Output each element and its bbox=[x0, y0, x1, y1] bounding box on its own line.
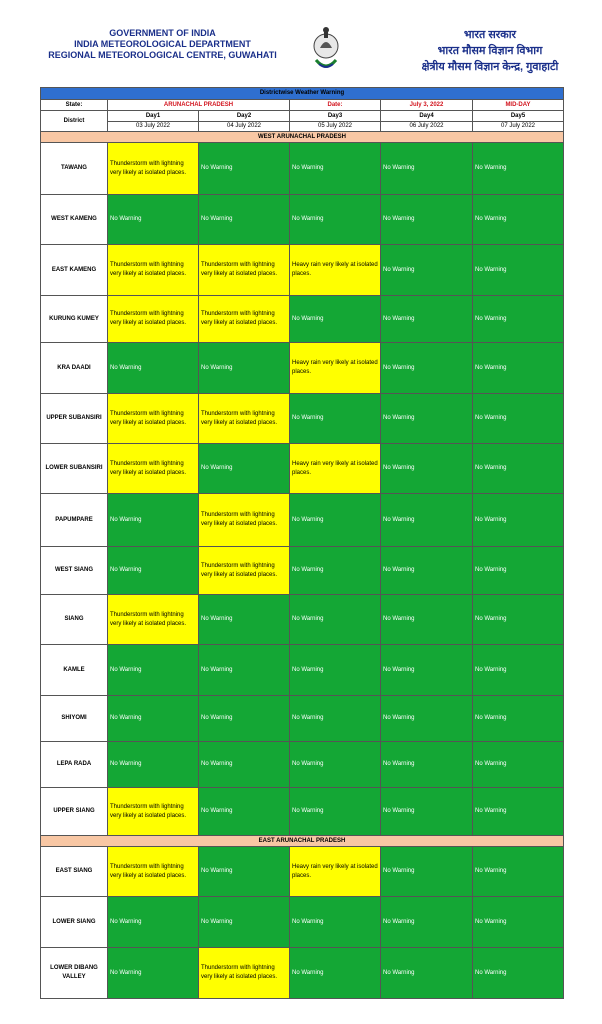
district-row bbox=[41, 897, 564, 948]
district-row bbox=[41, 343, 564, 394]
no-warning-cell: No Warning bbox=[199, 195, 290, 245]
warning-cell: Thunderstorm with lightning very likely at isolated places. bbox=[108, 394, 199, 444]
no-warning-cell: No Warning bbox=[381, 444, 473, 494]
date-value: July 3, 2022 bbox=[381, 100, 473, 111]
no-warning-cell: No Warning bbox=[381, 343, 473, 394]
district-row bbox=[41, 143, 564, 195]
no-warning-cell: No Warning bbox=[290, 394, 381, 444]
district-header: District bbox=[41, 111, 108, 132]
warning-table bbox=[40, 87, 564, 999]
no-warning-cell: No Warning bbox=[290, 547, 381, 595]
no-warning-cell: No Warning bbox=[108, 696, 199, 742]
no-warning-cell: No Warning bbox=[290, 296, 381, 343]
header-govt-line: GOVERNMENT OF INDIA bbox=[109, 28, 216, 38]
no-warning-cell: No Warning bbox=[473, 245, 564, 296]
no-warning-cell: No Warning bbox=[199, 444, 290, 494]
no-warning-cell: No Warning bbox=[108, 897, 199, 948]
no-warning-cell: No Warning bbox=[473, 394, 564, 444]
day-date: 04 July 2022 bbox=[199, 122, 290, 132]
date-row bbox=[41, 122, 564, 132]
district-row bbox=[41, 547, 564, 595]
no-warning-cell: No Warning bbox=[290, 595, 381, 645]
no-warning-cell: No Warning bbox=[473, 645, 564, 696]
no-warning-cell: No Warning bbox=[381, 143, 473, 195]
state-value: ARUNACHAL PRADESH bbox=[108, 100, 290, 111]
no-warning-cell: No Warning bbox=[381, 742, 473, 788]
day-date: 07 July 2022 bbox=[473, 122, 564, 132]
header-hindi bbox=[395, 27, 585, 75]
no-warning-cell: No Warning bbox=[108, 343, 199, 394]
warning-cell: Thunderstorm with lightning very likely at isolated places. bbox=[108, 143, 199, 195]
warning-cell: Thunderstorm with lightning very likely at isolated places. bbox=[199, 547, 290, 595]
no-warning-cell: No Warning bbox=[473, 296, 564, 343]
district-name: SIANG bbox=[41, 595, 108, 645]
warning-cell: Thunderstorm with lightning very likely at isolated places. bbox=[199, 494, 290, 547]
district-row bbox=[41, 444, 564, 494]
region-row bbox=[41, 132, 564, 143]
district-row bbox=[41, 696, 564, 742]
district-row bbox=[41, 645, 564, 696]
district-name: WEST KAMENG bbox=[41, 195, 108, 245]
no-warning-cell: No Warning bbox=[290, 195, 381, 245]
district-name: UPPER SUBANSIRI bbox=[41, 394, 108, 444]
no-warning-cell: No Warning bbox=[381, 788, 473, 836]
no-warning-cell: No Warning bbox=[290, 494, 381, 547]
district-name: PAPUMPARE bbox=[41, 494, 108, 547]
no-warning-cell: No Warning bbox=[199, 343, 290, 394]
header-imd-line: INDIA METEOROLOGICAL DEPARTMENT bbox=[74, 39, 251, 49]
no-warning-cell: No Warning bbox=[381, 195, 473, 245]
district-row bbox=[41, 394, 564, 444]
no-warning-cell: No Warning bbox=[290, 897, 381, 948]
table-title: Districtwise Weather Warning bbox=[41, 88, 564, 100]
no-warning-cell: No Warning bbox=[108, 547, 199, 595]
region-name: EAST ARUNACHAL PRADESH bbox=[41, 836, 564, 847]
no-warning-cell: No Warning bbox=[473, 948, 564, 999]
no-warning-cell: No Warning bbox=[381, 595, 473, 645]
no-warning-cell: No Warning bbox=[381, 948, 473, 999]
no-warning-cell: No Warning bbox=[199, 595, 290, 645]
no-warning-cell: No Warning bbox=[473, 696, 564, 742]
district-name: UPPER SIANG bbox=[41, 788, 108, 836]
no-warning-cell: No Warning bbox=[199, 742, 290, 788]
document-header bbox=[0, 0, 602, 86]
state-label: State: bbox=[41, 100, 108, 111]
no-warning-cell: No Warning bbox=[473, 595, 564, 645]
time-value: MID-DAY bbox=[473, 100, 564, 111]
no-warning-cell: No Warning bbox=[381, 897, 473, 948]
warning-cell: Heavy rain very likely at isolated places. bbox=[290, 245, 381, 296]
header-rmc-line: REGIONAL METEOROLOGICAL CENTRE, GUWAHATI bbox=[48, 50, 277, 60]
no-warning-cell: No Warning bbox=[108, 645, 199, 696]
no-warning-cell: No Warning bbox=[381, 547, 473, 595]
imd-emblem-icon bbox=[307, 26, 345, 78]
no-warning-cell: No Warning bbox=[381, 494, 473, 547]
no-warning-cell: No Warning bbox=[199, 696, 290, 742]
warning-cell: Thunderstorm with lightning very likely at isolated places. bbox=[108, 245, 199, 296]
warning-cell: Thunderstorm with lightning very likely at isolated places. bbox=[199, 948, 290, 999]
no-warning-cell: No Warning bbox=[108, 494, 199, 547]
warning-cell: Heavy rain very likely at isolated places. bbox=[290, 343, 381, 394]
day-header: Day5 bbox=[473, 111, 564, 122]
district-row bbox=[41, 847, 564, 897]
warning-cell: Thunderstorm with lightning very likely at isolated places. bbox=[199, 245, 290, 296]
warning-cell: Heavy rain very likely at isolated places. bbox=[290, 847, 381, 897]
no-warning-cell: No Warning bbox=[381, 245, 473, 296]
no-warning-cell: No Warning bbox=[290, 143, 381, 195]
day-date: 05 July 2022 bbox=[290, 122, 381, 132]
header-hindi-rmc: क्षेत्रीय मौसम विज्ञान केन्द्र, गुवाहाटी bbox=[421, 61, 559, 73]
no-warning-cell: No Warning bbox=[473, 847, 564, 897]
table-title-row bbox=[41, 88, 564, 100]
warning-cell: Thunderstorm with lightning very likely at isolated places. bbox=[108, 444, 199, 494]
no-warning-cell: No Warning bbox=[199, 143, 290, 195]
day-header: Day4 bbox=[381, 111, 473, 122]
no-warning-cell: No Warning bbox=[381, 296, 473, 343]
no-warning-cell: No Warning bbox=[290, 788, 381, 836]
no-warning-cell: No Warning bbox=[381, 847, 473, 897]
warning-cell: Thunderstorm with lightning very likely at isolated places. bbox=[108, 788, 199, 836]
district-name: SHIYOMI bbox=[41, 696, 108, 742]
day-date: 03 July 2022 bbox=[108, 122, 199, 132]
day-header: Day3 bbox=[290, 111, 381, 122]
district-row bbox=[41, 245, 564, 296]
date-label: Date: bbox=[290, 100, 381, 111]
no-warning-cell: No Warning bbox=[381, 394, 473, 444]
warning-cell: Thunderstorm with lightning very likely at isolated places. bbox=[108, 847, 199, 897]
district-name: LOWER SIANG bbox=[41, 897, 108, 948]
no-warning-cell: No Warning bbox=[290, 696, 381, 742]
no-warning-cell: No Warning bbox=[108, 948, 199, 999]
no-warning-cell: No Warning bbox=[473, 742, 564, 788]
region-name: WEST ARUNACHAL PRADESH bbox=[41, 132, 564, 143]
no-warning-cell: No Warning bbox=[290, 742, 381, 788]
district-row bbox=[41, 948, 564, 999]
district-name: TAWANG bbox=[41, 143, 108, 195]
day-header: Day1 bbox=[108, 111, 199, 122]
district-name: LOWER DIBANG VALLEY bbox=[41, 948, 108, 999]
no-warning-cell: No Warning bbox=[473, 897, 564, 948]
header-english bbox=[30, 28, 295, 61]
no-warning-cell: No Warning bbox=[473, 143, 564, 195]
warning-cell: Thunderstorm with lightning very likely at isolated places. bbox=[199, 394, 290, 444]
no-warning-cell: No Warning bbox=[108, 742, 199, 788]
no-warning-cell: No Warning bbox=[473, 444, 564, 494]
no-warning-cell: No Warning bbox=[199, 788, 290, 836]
state-row bbox=[41, 100, 564, 111]
no-warning-cell: No Warning bbox=[473, 494, 564, 547]
district-name: EAST SIANG bbox=[41, 847, 108, 897]
district-name: WEST SIANG bbox=[41, 547, 108, 595]
no-warning-cell: No Warning bbox=[381, 696, 473, 742]
district-row bbox=[41, 595, 564, 645]
district-name: KRA DAADI bbox=[41, 343, 108, 394]
district-row bbox=[41, 296, 564, 343]
no-warning-cell: No Warning bbox=[199, 847, 290, 897]
no-warning-cell: No Warning bbox=[473, 547, 564, 595]
district-row bbox=[41, 494, 564, 547]
no-warning-cell: No Warning bbox=[381, 645, 473, 696]
district-row bbox=[41, 742, 564, 788]
district-name: KAMLE bbox=[41, 645, 108, 696]
no-warning-cell: No Warning bbox=[199, 897, 290, 948]
header-hindi-govt: भारत सरकार bbox=[463, 29, 517, 41]
district-row bbox=[41, 195, 564, 245]
no-warning-cell: No Warning bbox=[108, 195, 199, 245]
district-name: LOWER SUBANSIRI bbox=[41, 444, 108, 494]
warning-cell: Thunderstorm with lightning very likely at isolated places. bbox=[108, 595, 199, 645]
day-header: Day2 bbox=[199, 111, 290, 122]
no-warning-cell: No Warning bbox=[473, 343, 564, 394]
no-warning-cell: No Warning bbox=[199, 645, 290, 696]
no-warning-cell: No Warning bbox=[290, 948, 381, 999]
region-row bbox=[41, 836, 564, 847]
header-hindi-imd: भारत मौसम विज्ञान विभाग bbox=[437, 45, 543, 57]
district-name: EAST KAMENG bbox=[41, 245, 108, 296]
warning-cell: Thunderstorm with lightning very likely at isolated places. bbox=[108, 296, 199, 343]
district-name: KURUNG KUMEY bbox=[41, 296, 108, 343]
day-date: 06 July 2022 bbox=[381, 122, 473, 132]
no-warning-cell: No Warning bbox=[473, 788, 564, 836]
no-warning-cell: No Warning bbox=[473, 195, 564, 245]
no-warning-cell: No Warning bbox=[290, 645, 381, 696]
district-name: LEPA RADA bbox=[41, 742, 108, 788]
day-row bbox=[41, 111, 564, 122]
warning-cell: Thunderstorm with lightning very likely at isolated places. bbox=[199, 296, 290, 343]
warning-cell: Heavy rain very likely at isolated places. bbox=[290, 444, 381, 494]
district-row bbox=[41, 788, 564, 836]
